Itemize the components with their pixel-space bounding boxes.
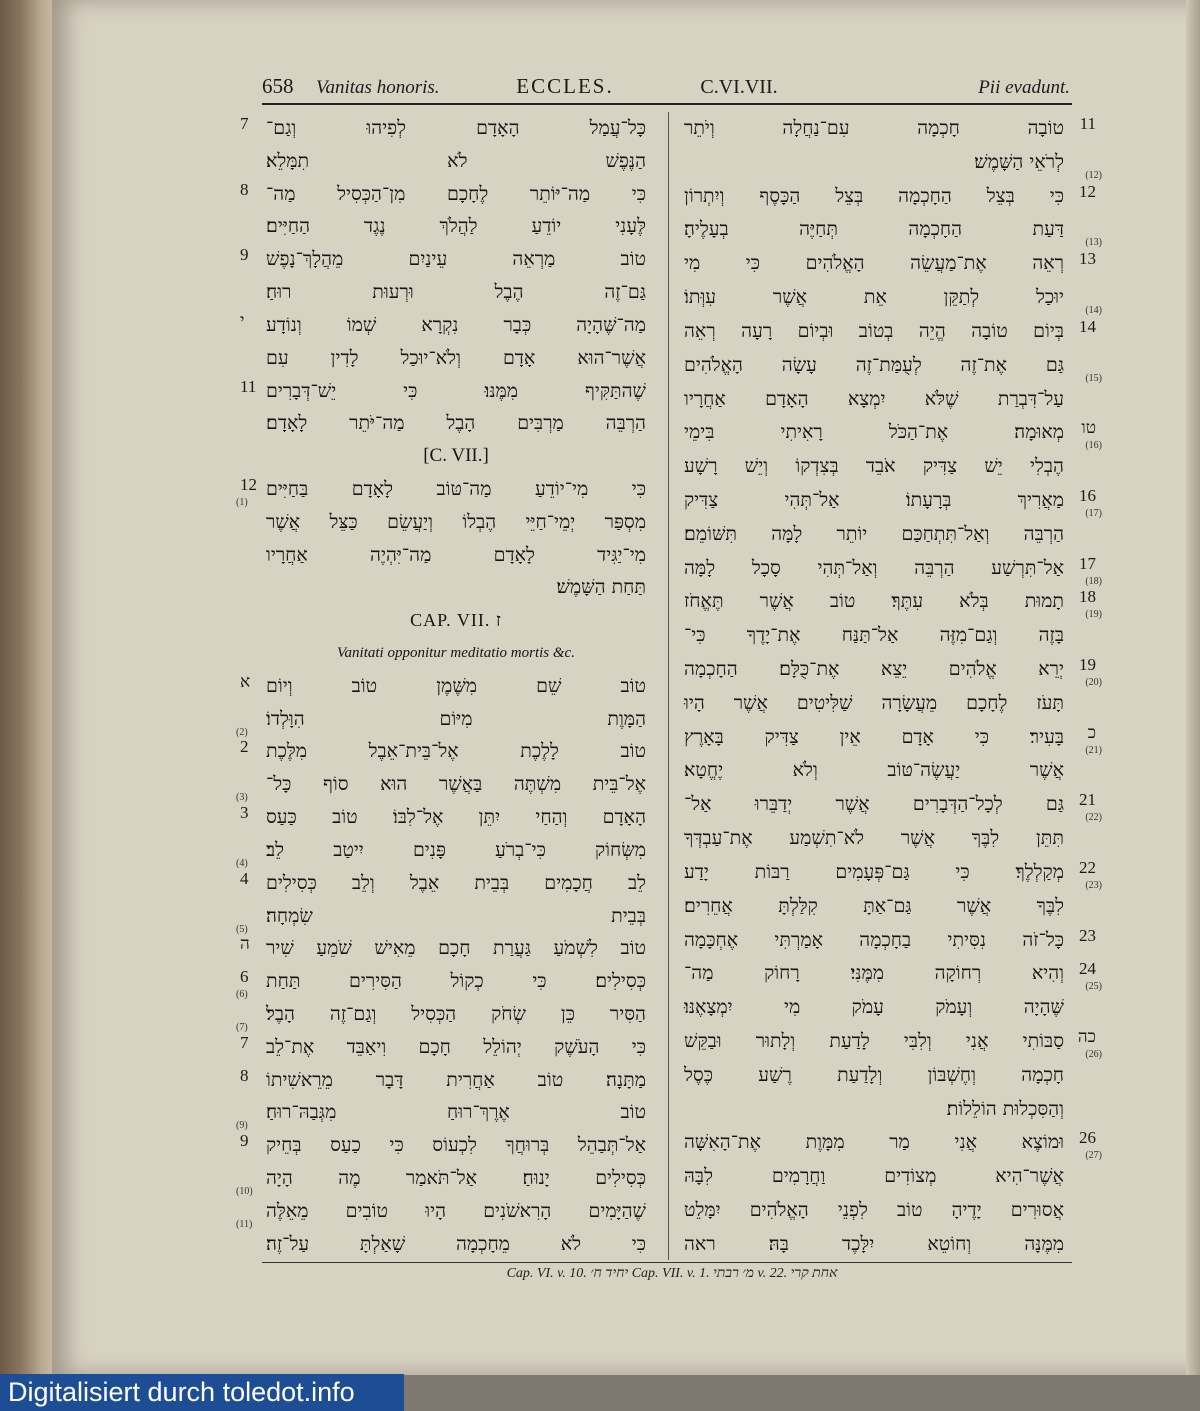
line-text: כִּי מִי־יוֹדֵעַ מַה־טּוֹב לָאָדָם בַּחַיִּים bbox=[266, 477, 646, 500]
text-line bbox=[262, 145, 654, 177]
text-line bbox=[680, 213, 1102, 249]
digitization-watermark: Digitalisiert durch toledot.info bbox=[0, 1374, 404, 1411]
text-line bbox=[680, 585, 1102, 621]
line-text: כְּסִילִים יָנוּחַ׃ אַל־תֹּאמַר מֶה הָיָה bbox=[266, 1167, 646, 1189]
text-line bbox=[236, 965, 654, 1001]
verse-number: 17 bbox=[1079, 553, 1096, 573]
line-text: הֶבְלִי יֵשׁ צַדִּיק אֹבֵד בְּצִדְקוֹ וְיֵשׁ רָשָׁע bbox=[684, 455, 1064, 478]
line-text: CAP. VII. ז bbox=[410, 610, 502, 631]
line-text: וְהִיא רְחוֹקָה מִמֶּנִּי׃ רָחוֹק מַה־ bbox=[684, 962, 1064, 985]
text-line bbox=[680, 416, 1102, 452]
text-line bbox=[680, 1160, 1072, 1192]
line-text: גַּם אֶת־זֶה לְעֻמַּת־זֶה עָשָׂה הָאֱלֹהִים bbox=[684, 353, 1064, 376]
right-running-title: Pii evadunt. bbox=[978, 77, 1070, 98]
line-text: הַסִּיר כֵּן שְׂחֹק הַכְּסִיל וְגַם־זֶה הָבֶל׃ bbox=[266, 1002, 646, 1025]
verse-number: א bbox=[240, 671, 251, 691]
verse-number: כה bbox=[1077, 1026, 1096, 1046]
line-text: כְּסִילִים׃ כִּי כְקוֹל הַסִּירִים תַּחַת bbox=[266, 970, 646, 993]
verse-number: 22 bbox=[1079, 857, 1096, 877]
text-line bbox=[680, 721, 1102, 756]
verse-number: 9 bbox=[240, 245, 249, 265]
line-text: טוֹב אֶרֶךְ־רוּחַ מִגְּבַהּ־רוּחַ׃ bbox=[266, 1101, 646, 1124]
book-title: ECCLES. bbox=[516, 74, 614, 98]
text-line bbox=[680, 653, 1102, 688]
left-text-column bbox=[236, 112, 654, 1260]
line-text: מַתָּנָה׃ טוֹב אַחֲרִית דָּבָר מֵרֵאשִׁיתוֹ bbox=[266, 1068, 646, 1091]
footer-rule bbox=[262, 1262, 1072, 1263]
text-line bbox=[680, 450, 1072, 482]
text-line bbox=[680, 315, 1096, 347]
text-line bbox=[236, 703, 654, 738]
text-line bbox=[240, 243, 654, 275]
text-line bbox=[680, 924, 1096, 956]
text-line bbox=[262, 210, 654, 242]
line-text: יוּכַל לְתַקֵּן אֵת אֲשֶׁר עִוְּתוֹ׃ bbox=[684, 286, 1064, 309]
line-text: אֶל־בֵּית מִשְׁתֶּה בַּאֲשֶׁר הוּא סוֹף כָּל־ bbox=[266, 773, 646, 796]
running-head bbox=[262, 74, 1070, 104]
line-text: לְרֹאֵי הַשָּׁמֶשׁ׃ bbox=[974, 150, 1064, 173]
text-line bbox=[680, 1093, 1072, 1125]
line-text: טוֹב לָלֶכֶת אֶל־בֵּית־אֵבֶל מִלֶּכֶת bbox=[266, 740, 646, 763]
line-text: כָּל־זֹה נִסִּיתִי בַחָכְמָה אָמַרְתִּי אֶחְכָּמָה bbox=[684, 928, 1064, 951]
text-line bbox=[680, 822, 1072, 854]
verse-number: 2 bbox=[240, 737, 249, 757]
text-line bbox=[680, 1228, 1072, 1260]
text-line bbox=[240, 932, 654, 964]
marginal-note: (4) bbox=[236, 857, 248, 869]
text-line bbox=[236, 768, 654, 804]
text-line bbox=[680, 788, 1102, 824]
left-running-title: Vanitas honoris. bbox=[316, 77, 440, 98]
text-line bbox=[240, 178, 654, 210]
line-text: טוֹב לִשְׁמֹעַ גַּעֲרַת חָכָם מֵאִישׁ שֹׁמֵעַ שִׁיר bbox=[266, 937, 646, 960]
text-line bbox=[262, 440, 654, 472]
marginal-note: (3) bbox=[236, 792, 248, 804]
line-text: [C. VII.] bbox=[423, 445, 489, 467]
line-text: אֲשֶׁר יַעֲשֶׂה־טּוֹב וְלֹא יֶחֱטָא׃ bbox=[684, 759, 1064, 782]
verse-number: 23 bbox=[1079, 925, 1096, 945]
marginal-note: (20) bbox=[1085, 677, 1102, 688]
marginal-note: (1) bbox=[236, 496, 248, 508]
verse-number: 13 bbox=[1079, 249, 1096, 269]
text-line bbox=[240, 867, 654, 899]
line-text: לִבֶּךָ אֲשֶׁר גַּם־אַתָּ קִלַּלְתָּ אֲחֵרִים׃ bbox=[684, 894, 1064, 917]
text-line bbox=[262, 276, 654, 308]
line-text: כִּי בְּצֵל הַחָכְמָה בְּצֵל הַכָּסֶף וְיִתְרוֹן bbox=[684, 184, 1064, 207]
verse-number: 3 bbox=[240, 803, 249, 823]
line-text: בָּעִיר׃ כִּי אָדָם אֵין צַדִּיק בָּאָרֶץ bbox=[684, 725, 1064, 748]
text-line bbox=[236, 1096, 654, 1132]
line-text: שֶּׁהָיָה וְעָמֹק עָמֹק מִי יִמְצָאֶנּוּ׃ bbox=[684, 996, 1064, 1019]
verse-number: 11 bbox=[1079, 114, 1096, 133]
text-line bbox=[680, 1126, 1102, 1162]
verse-number: 11 bbox=[240, 376, 257, 396]
verse-number: 16 bbox=[1079, 485, 1096, 505]
marginal-note: (22) bbox=[1085, 812, 1102, 824]
line-text: טוֹב מַרְאֵה עֵינַיִם מֵהֲלָךְ־נָפֶשׁ bbox=[266, 248, 646, 271]
marginal-note: (18) bbox=[1085, 575, 1102, 587]
text-line bbox=[680, 1194, 1072, 1226]
text-line bbox=[240, 375, 654, 407]
verse-number: 21 bbox=[1079, 790, 1096, 810]
verse-number: 24 bbox=[1079, 959, 1096, 979]
line-text: שֶׁהתַּקִּיף מִמֶּנּוּ׃ כִּי יֵשׁ־דְּבָרִים bbox=[266, 379, 646, 402]
text-line bbox=[240, 735, 654, 767]
line-text: וּמוֹצֶא אֲנִי מַר מִמָּוֶת אֶת־הָאִשָּׁה bbox=[684, 1131, 1064, 1154]
text-line bbox=[680, 281, 1102, 317]
marginal-note: (7) bbox=[236, 1021, 248, 1033]
marginal-note: (23) bbox=[1085, 879, 1102, 891]
text-line bbox=[680, 619, 1072, 651]
line-text: עַל־דִּבְרַת שֶׁלֹּא יִמְצָא הָאָדָם אַחֲרָיו bbox=[684, 387, 1064, 410]
text-line bbox=[240, 801, 654, 833]
text-line bbox=[680, 349, 1102, 384]
text-line bbox=[240, 670, 654, 702]
verse-number: 4 bbox=[240, 868, 249, 888]
text-line bbox=[680, 112, 1096, 144]
line-text: גַּם־זֶה הֶבֶל וּרְעוּת רוּחַ׃ bbox=[266, 281, 646, 304]
line-text: הַנֶּפֶשׁ לֹא תִמָּלֵא׃ bbox=[266, 149, 646, 172]
text-line bbox=[240, 1064, 654, 1096]
header-rule bbox=[262, 103, 1072, 105]
text-line bbox=[262, 539, 654, 571]
text-line bbox=[680, 890, 1072, 922]
line-text: אֲסוּרִים יָדֶיהָ טוֹב לִפְנֵי הָאֱלֹהִים יִמָּלֵט bbox=[684, 1199, 1064, 1221]
text-line bbox=[236, 473, 654, 508]
text-line bbox=[262, 506, 654, 538]
text-line bbox=[680, 484, 1102, 519]
text-line bbox=[262, 407, 654, 439]
verse-number: 14 bbox=[1079, 316, 1096, 336]
line-text: מְאוּמָה׃ אֶת־הַכֹּל רָאִיתִי בִּימֵי bbox=[684, 421, 1064, 444]
line-text: רְאֵה אֶת־מַעֲשֵׂה הָאֱלֹהִים כִּי מִי bbox=[684, 252, 1064, 275]
verse-number: 6 bbox=[240, 967, 249, 987]
text-line bbox=[262, 1228, 654, 1260]
marginal-note: (2) bbox=[236, 726, 248, 738]
line-text: Vanitati opponitur meditatio mortis &c. bbox=[337, 645, 575, 661]
text-line bbox=[680, 687, 1072, 719]
verse-number: 9 bbox=[240, 1131, 249, 1151]
verse-number: 19 bbox=[1079, 655, 1096, 674]
page-number: 658 bbox=[262, 74, 294, 98]
line-text: אֲשֶׁר־הִיא מְצוֹדִים וַחֲרָמִים לִבָּהּ bbox=[684, 1165, 1064, 1188]
text-line bbox=[680, 957, 1102, 993]
verse-number: 12 bbox=[240, 474, 257, 494]
verse-number: 18 bbox=[1079, 587, 1096, 607]
line-text: כִּי לֹא מֵחָכְמָה שָׁאַלְתָּ עַל־זֶה׃ bbox=[266, 1232, 646, 1255]
text-line bbox=[680, 146, 1102, 181]
text-line bbox=[680, 180, 1096, 212]
text-line bbox=[680, 1025, 1102, 1060]
line-text: לֵב חֲכָמִים בְּבֵית אֵבֶל וְלֵב כְּסִילִים bbox=[266, 871, 646, 894]
text-line bbox=[680, 518, 1072, 550]
verse-number: 8 bbox=[240, 1065, 249, 1085]
text-line bbox=[680, 247, 1096, 279]
line-text: טוֹב שֵׁם מִשֶּׁמֶן טוֹב וְיוֹם bbox=[266, 674, 646, 697]
page-gutter bbox=[1186, 0, 1200, 1375]
marginal-note: (5) bbox=[236, 923, 248, 935]
line-text: בְּבֵית שִׂמְחָה׃ bbox=[266, 904, 646, 927]
line-text: סַבּוֹתִי אֲנִי וְלִבִּי לָדַעַת וְלָתוּר וּבַקֵּשׁ bbox=[684, 1029, 1064, 1052]
text-line bbox=[236, 834, 654, 869]
marginal-note: (27) bbox=[1085, 1150, 1102, 1162]
line-text: מַה־שֶּׁהָיָה כְּבָר נִקְרָא שְׁמוֹ וְנוֹדָע bbox=[266, 313, 646, 336]
line-text: מִמֶּנָּה וְחוֹטֵא יִלָּכֶד בָּהּ׃ ראה bbox=[684, 1232, 1064, 1255]
marginal-note: (14) bbox=[1085, 305, 1102, 317]
line-text: כִּי מַה־יּוֹתֵר לֶחָכָם מִן־הַכְּסִיל מַה־ bbox=[266, 182, 646, 205]
verse-number: 26 bbox=[1079, 1128, 1096, 1148]
column-divider bbox=[668, 112, 669, 1260]
line-text: מְקַלְלֶךָ׃ כִּי גַּם־פְּעָמִים רַבּוֹת יָדַע bbox=[684, 860, 1064, 883]
line-text: לֶּעָנִי יוֹדֵעַ לַהֲלֹךְ נֶגֶד הַחַיִּים׃ bbox=[266, 215, 646, 238]
line-text: תִּתֵּן לִבֶּךָ אֲשֶׁר לֹא־תִשְׁמַע אֶת־עַבְדְּךָ bbox=[684, 827, 1064, 850]
text-line bbox=[240, 309, 654, 341]
text-line bbox=[236, 1162, 654, 1197]
line-text: וְהַסִּכְלוּת הוֹלֵלוֹת׃ bbox=[946, 1097, 1064, 1120]
line-text: אַל־תִּרְשַׁע הַרְבֵּה וְאַל־תְּהִי סָכָל לָמָּה bbox=[684, 556, 1064, 579]
line-text: דַּעַת הַחָכְמָה תְּחַיֶּה בְעָלֶיהָ׃ bbox=[684, 218, 1064, 241]
text-line bbox=[236, 998, 654, 1033]
marginal-note: (17) bbox=[1085, 507, 1102, 519]
marginal-note: (13) bbox=[1085, 237, 1102, 249]
verse-number: 12 bbox=[1079, 181, 1096, 201]
marginal-note: (26) bbox=[1085, 1048, 1102, 1060]
marginal-note: (15) bbox=[1085, 372, 1102, 384]
text-line bbox=[262, 571, 654, 603]
text-line bbox=[262, 604, 654, 636]
text-line bbox=[262, 637, 654, 669]
line-text: יְרֵא אֱלֹהִים יֵצֵא אֶת־כֻּלָּם׃ הַחָכְמָה bbox=[684, 658, 1064, 680]
line-text: הַמָּוֶת מִיּוֹם הִוָּלְדוֹ׃ bbox=[266, 707, 646, 730]
verse-number: י bbox=[240, 310, 245, 330]
text-line bbox=[680, 856, 1102, 891]
marginal-note: (6) bbox=[236, 989, 248, 1001]
marginal-note: (9) bbox=[236, 1120, 248, 1132]
line-text: אַל־תְּבַהֵל בְּרוּחֲךָ לִכְעוֹס כִּי כַעַס בְּחֵיק bbox=[266, 1134, 646, 1157]
verse-number: ה bbox=[240, 934, 250, 954]
right-text-column bbox=[680, 112, 1102, 1260]
marginal-note: (19) bbox=[1085, 609, 1102, 621]
line-text: כִּי הָעֹשֶׁק יְהוֹלֵל חָכָם וִיאַבֵּד אֶת־לֵב bbox=[266, 1035, 646, 1058]
line-text: מִסְפַּר יְמֵי־חַיֵּי הֶבְלוֹ וְיַעֲשֵׂם כַּצֵּל אֲשֶׁר bbox=[266, 510, 646, 533]
text-line bbox=[240, 112, 654, 144]
line-text: הָאָדָם וְהַחַי יִתֵּן אֶל־לִבּוֹ׃ טוֹב כַּעַס bbox=[266, 806, 646, 829]
line-text: מִשְּׂחוֹק כִּי־בְרֹעַ פָּנִים יִיטַב לֵב׃ bbox=[266, 838, 646, 861]
marginal-note: (16) bbox=[1085, 440, 1102, 452]
book-edge bbox=[0, 0, 60, 1380]
text-line bbox=[680, 383, 1072, 415]
verse-number: טו bbox=[1081, 418, 1096, 438]
text-line bbox=[240, 1031, 654, 1063]
line-text: גַּם לְכָל־הַדְּבָרִים אֲשֶׁר יְדַבֵּרוּ אַל־ bbox=[684, 793, 1064, 816]
line-text: הַרְבֵּה וְאַל־תִּתְחַכַּם יוֹתֵר לָמָּה תִּשּׁוֹמֵם׃ bbox=[684, 522, 1064, 545]
line-text: תָמוּת בְּלֹא עִתֶּךָ׃ טוֹב אֲשֶׁר תֶּאֱחֹז bbox=[684, 590, 1064, 613]
text-line bbox=[680, 754, 1072, 786]
text-line bbox=[680, 991, 1072, 1023]
footnote-apparatus: Cap. VI. v. 10. יחיד ח׳ Cap. VII. v. 1. מ׳ רבתי v. 22. אחת קרי bbox=[506, 1266, 838, 1281]
text-line bbox=[680, 552, 1102, 587]
marginal-note: (25) bbox=[1085, 981, 1102, 993]
marginal-note: (12) bbox=[1085, 169, 1102, 181]
verse-number: 7 bbox=[240, 1032, 249, 1052]
marginal-note: (10) bbox=[236, 1186, 253, 1197]
line-text: תָּעֹז לֶחָכָם מֵעֲשָׂרָה שַׁלִּיטִים אֲשֶׁר הָיוּ bbox=[684, 691, 1064, 714]
line-text: מַאֲרִיךְ בְּרָעָתוֹ׃ אַל־תְּהִי צַדִּיק bbox=[684, 488, 1064, 511]
line-text: טוֹבָה חָכְמָה עִם־נַחֲלָה וְיֹתֵר bbox=[684, 117, 1064, 139]
line-text: אֲשֶׁר־הוּא אָדָם וְלֹא־יוּכַל לָדִין עִם bbox=[266, 346, 646, 369]
verse-number: 8 bbox=[240, 179, 249, 199]
text-line bbox=[680, 1059, 1072, 1091]
line-text: כָּל־עֲמַל הָאָדָם לְפִיהוּ וְגַם־ bbox=[266, 117, 646, 139]
line-text: חָכְמָה וְחֶשְׁבּוֹן וְלָדַעַת רֶשַׁע כֶּסֶל bbox=[684, 1063, 1064, 1086]
line-text: בְּיוֹם טוֹבָה הֱיֵה בְטוֹב וּבְיוֹם רָעָה רְאֵה bbox=[684, 319, 1064, 342]
verse-number: 7 bbox=[240, 114, 249, 133]
line-text: מִי־יַגִּיד לָאָדָם מַה־יִּהְיֶה אַחֲרָיו bbox=[266, 543, 646, 566]
text-line bbox=[236, 900, 654, 935]
line-text: הַרְבֵּה מַרְבִּים הָבֶל מַה־יֹּתֵר לָאָדָם׃ bbox=[266, 412, 646, 435]
line-text: בָּזֶה וְגַם־מִזֶּה אַל־תַּנַּח אֶת־יָדֶךָ כִּי־ bbox=[684, 624, 1064, 647]
text-line bbox=[236, 1195, 654, 1230]
text-line bbox=[240, 1129, 654, 1161]
verse-number: כ bbox=[1087, 722, 1096, 742]
marginal-note: (21) bbox=[1085, 744, 1102, 756]
line-text: שֶׁהַיָּמִים הָרִאשֹׁנִים הָיוּ טוֹבִים מֵאֵלֶּה bbox=[266, 1199, 646, 1222]
text-line bbox=[262, 342, 654, 374]
line-text: תַּחַת הַשָּׁמֶשׁ׃ bbox=[556, 576, 646, 599]
chapter-range: C.VI.VII. bbox=[700, 76, 778, 98]
marginal-note: (11) bbox=[236, 1218, 253, 1230]
